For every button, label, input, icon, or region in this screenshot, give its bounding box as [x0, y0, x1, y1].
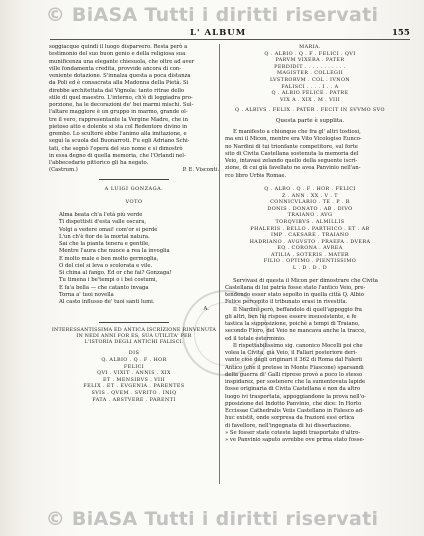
prose-line: » ve Panvinio saputo avrebbe ove prima stato fosse- — [225, 437, 365, 444]
poem-line: Volgi a vedere omai! com'or si perde — [59, 226, 158, 233]
inscription-line: DONIS . DONATO . AB . DIVO — [267, 205, 353, 212]
article-line: tre il vero, rappresentante la Vergine Madre, che in — [49, 116, 188, 123]
poem-title: A LUIGI GONZAGA. — [104, 185, 164, 192]
article-line: l'altare maggiore è un gruppo in marmo, grande ol- — [49, 109, 188, 116]
inscription — [49, 350, 219, 403]
inscription-line: ET . MENSIBVS . VIII — [102, 376, 166, 383]
prose-line: sito di Civita Castellana sostenuta la memoria del — [225, 150, 359, 157]
prose-line: Il Nardini però, beffandolo di quell'appoggio fra — [233, 306, 362, 313]
poem — [49, 212, 219, 306]
poem-line: Torna a' tuoi novella — [59, 291, 114, 298]
inscription-line: HADRIANO . AVGVSTO . PRAEFA . DVERA — [249, 238, 371, 245]
article-line: da Poli ed è consacrata alla Madonna della Pietà. Si — [49, 80, 189, 87]
inscription-line: Q . ALBO . Q . F . HOR . FELICI — [264, 185, 356, 192]
prose-line: pposizione del Indotto Panvinio, che dice: In Horto — [225, 400, 362, 407]
prose-line: huc existit, onde sorpresa da frazioni essi ortica — [225, 415, 355, 422]
prose-line: luogo ivi trasportata, appoggiandone la prova nell'o- — [225, 393, 367, 400]
poem-line: Mentre l'aura che nuoce a rea la invoglia — [59, 248, 170, 255]
inscription-line: L . D . D . D — [292, 265, 328, 272]
inscription-middle — [225, 186, 395, 272]
prose-line: di favellore, nell'ingegnata di lui dissertazione. — [225, 422, 352, 429]
poem-line: Sai che la pianta tenera e gentile, — [59, 241, 150, 247]
inscription-line: Q . ALBIO . Q . F . FELICI . QVI — [264, 50, 356, 57]
poem-line: Alma beata ch'a l'età più verde — [59, 212, 143, 218]
inscription-line: EQ . CORONA . AVREA — [277, 245, 343, 252]
article-line: soggiacque quindi il luogo disparvero. Resta però a — [49, 44, 188, 50]
prose-line: » Se fosser state coteste lapidi trasportate d'altro- — [225, 429, 361, 436]
poem-line: Tu timena i be'tempi o i bei costumi, — [59, 277, 158, 284]
inscription-line: VIX A . XIX . M . VIII — [279, 96, 341, 103]
prose-block — [225, 129, 395, 180]
inscription-line: FATA . ABSTVERE . PARENTI — [92, 396, 176, 403]
inscription-line: FELIX . ET . EVGENIA . PARENTES — [83, 383, 185, 390]
prose-line: secondo Floro, del Veio ne mancava anche la tracce, — [225, 328, 366, 335]
inscription-heading — [49, 327, 219, 346]
poem-line: Si china al fango. Ed or che fai? Gonzaga! — [59, 270, 172, 276]
inscription-line: QVI . VIXIT . ANNIS . XIX — [97, 370, 171, 377]
inscription-line: PARVM VIXERA . PATER — [275, 57, 345, 64]
article-line: pietoso atto e dolente si sta col Redentore divino in — [49, 123, 188, 130]
article-line: in essa degno di quella memoria, che l'Orlandi nel- — [49, 152, 186, 159]
poem-line: E molto male e ben molto germoglia, — [59, 255, 159, 262]
article-line: grembo. Lo scultore ebbe l'animo alla imitazione, e — [49, 131, 187, 137]
article-line: ville fondamenta credita, provvide ancora di con- — [49, 65, 182, 72]
inscription-line: ATILIA . SOTERIS . MATER — [270, 251, 350, 258]
prose-line: Veio, intavasi zelando quello della seguente iscri- — [225, 158, 358, 165]
prose-line: vante cioè dagli originari il 362 di Roma dal Falerii — [225, 357, 362, 364]
inscription-line: CONNICVLARIO . TE . P . R — [270, 199, 350, 206]
inscription-line: Z . ANN . XX . V . T — [282, 192, 338, 199]
column-divider — [219, 44, 220, 484]
section-rule — [99, 179, 169, 180]
article-line: testimonio del suo buon genio e della religiosa sua — [49, 51, 186, 58]
prose-line: della guerra di' Galli riprese provò a poco lo stesso — [225, 371, 363, 378]
article-line: l'abbecedario pittorico gli ha negato. — [49, 160, 149, 166]
signature-place: (Castrum.) — [49, 167, 78, 174]
prose-line: Antico (che il pretese in Monte Fiascone) sparsandi — [225, 364, 364, 371]
inscription-line: Q . ALBIVS . FELIX . PATER . FECIT IN SVVMO SVO — [235, 107, 385, 114]
prose-line: Felice percepito il tribunato erasi in rivestita. — [225, 299, 348, 306]
inscription-top — [225, 44, 395, 114]
inscription-line: IMP . CAESARE . TRAIANO — [271, 232, 349, 239]
article-line: veniente dotazione. S'innalza questa a poca distanza — [49, 73, 191, 79]
poem-line: Ti dispettisti d'esta valle oscura, — [59, 219, 147, 226]
inscription-line: LVSTRORVM . COL . IVNON — [269, 76, 351, 83]
inscription-line: FELICI — [123, 363, 145, 370]
prose-line: tastica la supposizione, poichè a tempi di Traiano, — [225, 321, 360, 328]
watermark-bottom: © BiASA Tutti i diritti riservati — [45, 508, 379, 530]
inscription-line: PERDIDIT . . . . . . . . . . . — [274, 63, 346, 70]
prose-line: ed il totale esterminio. — [225, 335, 286, 342]
prose-line: Il rispettabilissimo sig. canonico Mocelli poi che — [233, 342, 363, 349]
header-rule — [50, 39, 410, 40]
page-number: 155 — [392, 28, 410, 38]
prose-line: volea la Civita, già Veio, il Fallari posteriore deri- — [225, 350, 357, 357]
left-column — [49, 44, 219, 403]
journal-title: L' ALBUM — [190, 28, 247, 38]
article-line: tati, che segnò l'opera del suo nome e si dimostrò — [49, 145, 183, 152]
article-line: porzione, ha le decorazioni de' bei marmi mischi. Sul- — [49, 102, 194, 108]
inscription-line: FALISCI . . . . I . . A — [281, 83, 339, 90]
inscription-line: MARIA. — [299, 44, 321, 50]
article-line: stile di quel maestro. L'interno, ch'è di leggiadra pro- — [49, 94, 193, 101]
prose-line: Eccissae Cathedralis Veiis Castellano in Falesco ad- — [225, 408, 364, 415]
inscription-line: TRAIANO . AVG — [287, 212, 333, 219]
prose-line: gli altri, ben lui rispose essere insussistente, e fe — [225, 313, 357, 320]
prose-line: Servivasi di questa il Micon per dimostrare che Civita — [233, 277, 378, 284]
poem-signature: A. — [203, 306, 209, 313]
right-column — [225, 44, 395, 444]
signature-author: P. E. Visconti. — [182, 167, 219, 174]
poem-line: E fa'a bella — che catanto invaga — [59, 284, 149, 291]
section-rule — [99, 322, 169, 323]
prose-line: fosse originaria di Civita Castellana e non da altro — [225, 386, 361, 393]
article-signature — [49, 167, 219, 174]
poem-line: O del ciel si leva o scolorata e vile. — [59, 262, 153, 269]
article-line: munificenza una elegante chiesuola, che oltre ad aver — [49, 58, 195, 65]
prose-line: Castellana di lui patria fosse stato l'antico Veio, pre- — [225, 284, 366, 291]
heading-line: L'ISTORIA DEGLI ANTICHI FALISCI. — [84, 339, 184, 346]
inscription-line: TORQVIBVS . ALMILLIS — [275, 218, 345, 225]
article-line: direbbe architettata dal Vignola: tanto ritrae dello — [49, 87, 185, 94]
inscription-line: MAGISTER . COLLEGII — [276, 70, 344, 77]
heading-line: IN NEDI ANNI FOR ES, SUA UTILITA' PER — [76, 332, 192, 339]
prose-block — [225, 278, 395, 445]
prose-line: E manifesto a chiunque che fra gl' altri tostiosi, — [233, 129, 361, 136]
heading-line: INTERESSANTISSIMA ED ANTICA ISCRIZIONE RINVENUTA — [51, 326, 217, 333]
inscription-line: Q . ALBIO FELICE . PATRE — [271, 90, 349, 97]
inscription-line: DIS — [128, 350, 140, 357]
prose-line: inspidarez, per sostenere che la sumentovata lapide — [225, 379, 366, 386]
prose-line: zione, di cui già favellato ne avea Panvinio nell'an- — [225, 165, 361, 172]
prose-line: no Nardini di tui trionfante competitore, sul forte — [225, 143, 358, 150]
prose-line: ma eni il Micon, mentre era Vito Vicologiso Eunco- — [225, 136, 362, 143]
poem-line: Al casto influsso de' tuoi santi lumi. — [59, 299, 155, 305]
poem-subtitle: VOTO — [125, 198, 143, 205]
prose-line: tendendo esser stato sepolto in quella città Q. Albio — [225, 292, 364, 299]
inscription-line: Q. ALBIO . Q . F . HOR — [101, 356, 167, 363]
prose-line: rco libro Urbis Romae. — [225, 172, 287, 179]
inscription-line: FILIO . OPTIMO . PIENTISSIMO — [263, 258, 357, 265]
inscription-line: PHALERIS . BELLO . PARTHICO . ET . AB — [250, 225, 370, 232]
watermark-top: © BiASA Tutti i diritti riservati — [45, 4, 379, 26]
section-title: Questa parte è supplita. — [275, 117, 345, 124]
inscription-line: SVIS . QVEM . SVRITO . INIQ — [91, 389, 177, 396]
poem-line: L'un ch'è fior de la mortal natura. — [59, 233, 150, 240]
article-line: seguì la scuola del Buonarroti. Fu egli Adriano Schi- — [49, 138, 190, 145]
